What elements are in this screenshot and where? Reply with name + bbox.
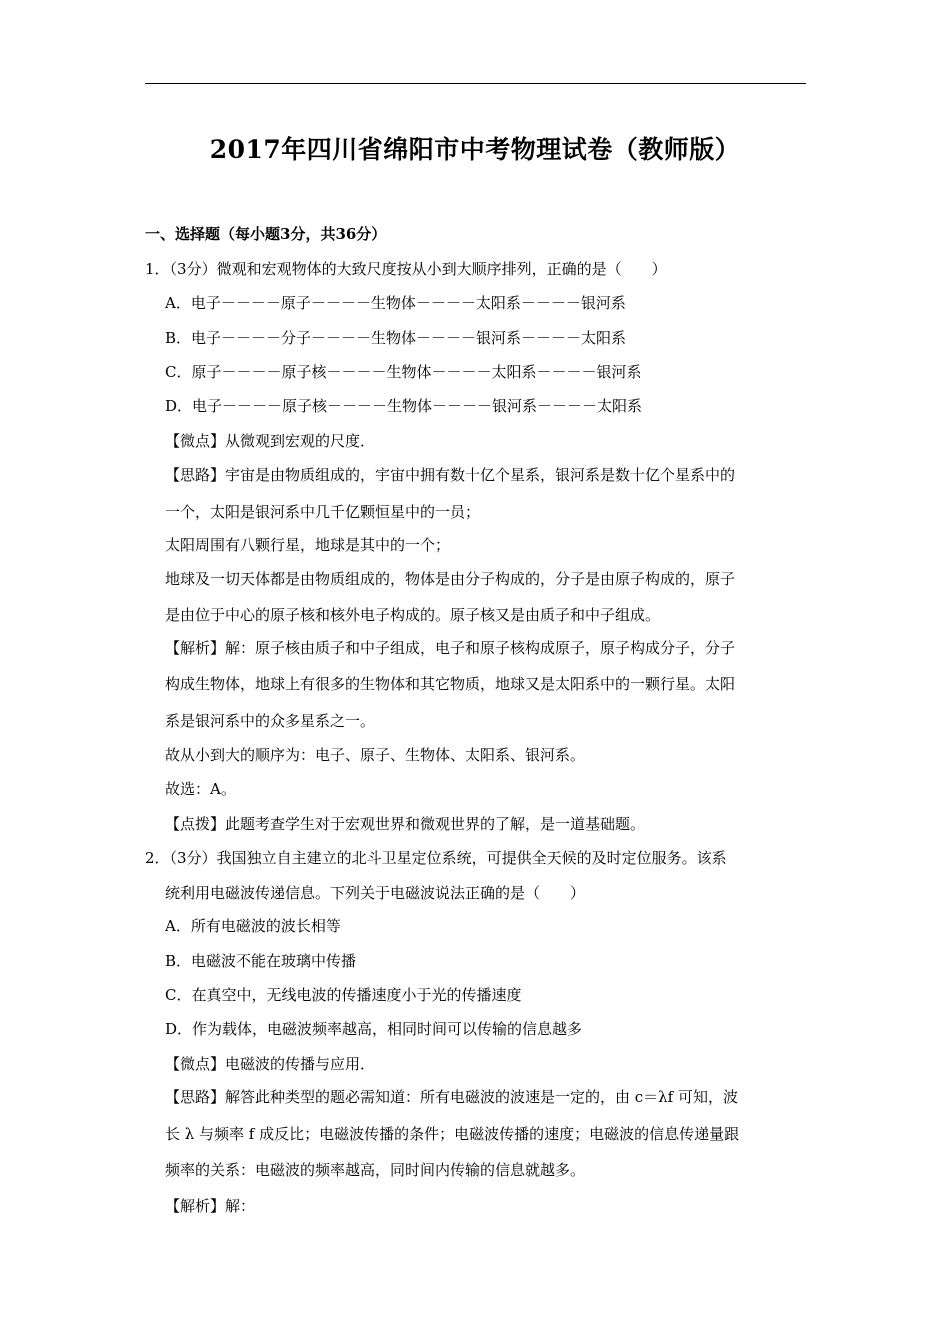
q2-option-a: A．所有电磁波的波长相等 bbox=[165, 917, 341, 935]
q1-jiexi-line: 【解析】解：原子核由质子和中子组成，电子和原子核构成原子，原子构成分子，分子 bbox=[165, 639, 736, 657]
q1-weidian: 【微点】从微观到宏观的尺度． bbox=[165, 432, 376, 450]
q1-silu-line: 一个，太阳是银河系中几千亿颗恒星中的一员； bbox=[165, 503, 481, 521]
q2-silu-line: 长 λ 与频率 f 成反比；电磁波传播的条件；电磁波传播的速度；电磁波的信息传递量跟 bbox=[165, 1125, 740, 1143]
q1-jiexi-line: 故选：A。 bbox=[165, 780, 236, 798]
header-rule bbox=[145, 83, 806, 84]
q1-silu-line: 是由位于中心的原子核和核外电子构成的。原子核又是由质子和中子组成。 bbox=[165, 606, 661, 624]
q2-silu-line: 频率的关系：电磁波的频率越高，同时间内传输的信息就越多。 bbox=[165, 1161, 586, 1179]
q1-jiexi-line: 故从小到大的顺序为：电子、原子、生物体、太阳系、银河系。 bbox=[165, 746, 586, 764]
q2-silu-line: 【思路】解答此种类型的题必需知道：所有电磁波的波速是一定的，由 c＝λf 可知，波 bbox=[165, 1088, 738, 1106]
q2-option-c: C．在真空中，无线电波的传播速度小于光的传播速度 bbox=[165, 986, 522, 1004]
page-title: 2017年四川省绵阳市中考物理试卷（教师版） bbox=[209, 135, 741, 164]
q2-weidian: 【微点】电磁波的传播与应用． bbox=[165, 1055, 376, 1073]
q1-option-d: D．电子－－－－原子核－－－－生物体－－－－银河系－－－－太阳系 bbox=[165, 397, 643, 415]
q2-stem-line: 2．（3分）我国独立自主建立的北斗卫星定位系统，可提供全天候的及时定位服务。该系 bbox=[145, 849, 727, 867]
q1-silu-line: 地球及一切天体都是由物质组成的，物体是由分子构成的，分子是由原子构成的，原子 bbox=[165, 570, 736, 588]
q2-jiexi-start: 【解析】解： bbox=[165, 1197, 256, 1215]
q2-stem-line: 统利用电磁波传递信息。下列关于电磁波说法正确的是（ ） bbox=[165, 884, 586, 902]
q1-jiexi-line: 系是银河系中的众多星系之一。 bbox=[165, 712, 376, 730]
q1-option-a: A．电子－－－－原子－－－－生物体－－－－太阳系－－－－银河系 bbox=[165, 294, 626, 312]
q1-stem: 1．（3分）微观和宏观物体的大致尺度按从小到大顺序排列，正确的是（ ） bbox=[145, 260, 667, 278]
q1-dianbo: 【点拨】此题考查学生对于宏观世界和微观世界的了解，是一道基础题。 bbox=[165, 815, 646, 833]
q1-option-b: B．电子－－－－分子－－－－生物体－－－－银河系－－－－太阳系 bbox=[165, 329, 627, 347]
section-heading: 一、选择题（每小题3分，共36分） bbox=[145, 225, 387, 243]
q2-option-d: D．作为载体，电磁波频率越高，相同时间可以传输的信息越多 bbox=[165, 1020, 583, 1038]
q1-silu-line: 【思路】宇宙是由物质组成的，宇宙中拥有数十亿个星系，银河系是数十亿个星系中的 bbox=[165, 466, 736, 484]
q1-jiexi-line: 构成生物体，地球上有很多的生物体和其它物质，地球又是太阳系中的一颗行星。太阳 bbox=[165, 675, 736, 693]
q1-option-c: C．原子－－－－原子核－－－－生物体－－－－太阳系－－－－银河系 bbox=[165, 363, 642, 381]
q2-option-b: B．电磁波不能在玻璃中传播 bbox=[165, 952, 357, 970]
q1-silu-line: 太阳周围有八颗行星，地球是其中的一个； bbox=[165, 536, 451, 554]
